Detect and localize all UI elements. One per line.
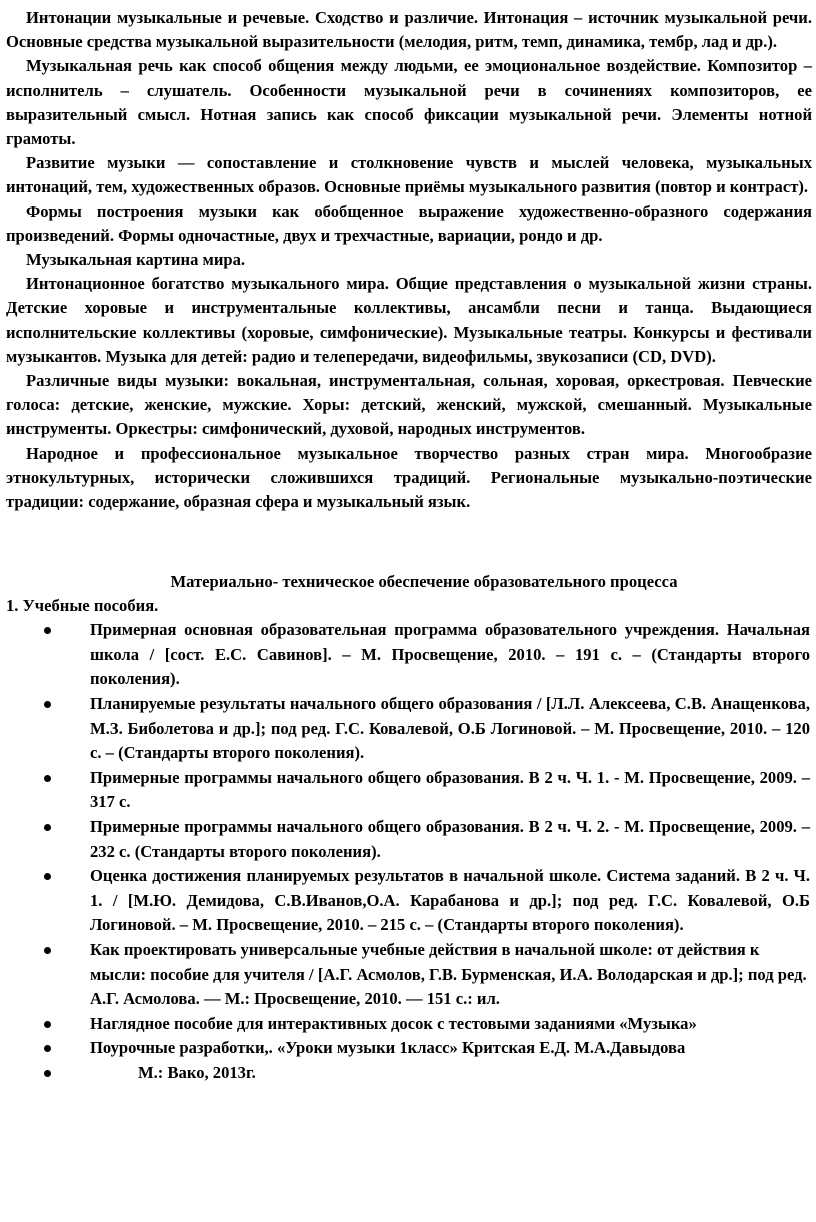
reference-item: Поурочные разработки,. «Уроки музыки 1класс» Критская Е.Д. М.А.Давыдова xyxy=(90,1036,812,1061)
reference-item: Примерные программы начального общего образования. В 2 ч. Ч. 1. - М. Просвещение, 2009. – 317 с. xyxy=(90,766,812,815)
bullet-icon xyxy=(44,1021,51,1028)
bullet-icon xyxy=(44,1070,51,1077)
paragraph-intonation: Интонации музыкальные и речевые. Сходство и различие. Интонация – источник музыкальной речи. Основные средства музыкальной выразительности (мелодия, ритм, темп, динамика, тембр, лад и др.). xyxy=(6,8,812,52)
references-list xyxy=(6,618,812,1085)
reference-item: Примерная основная образовательная программа образовательного учреждения. Начальная школа / [сост. Е.С. Савинов]. – М. Просвещение, 2010. – 191 с. – (Стандарты второго поколения). xyxy=(90,618,812,692)
paragraph-folk-professional: Народное и профессиональное музыкальное творчество разных стран мира. Многообразие этнокультурных, исторически сложившихся традиций. Региональные музыкально-поэтические традиции: содержание, образная сфера и музыкальный язык. xyxy=(6,443,812,512)
paragraph-music-forms: Формы построения музыки как обобщенное выражение художественно-образного содержания произведений. Формы одночастные, двух и трехчастные, вариации, рондо и др. xyxy=(6,201,812,245)
paragraph-musical-speech: Музыкальная речь как способ общения между людьми, ее эмоциональное воздействие. Композитор – исполнитель – слушатель. Особенности музыкальной речи в сочинениях композиторов, ее выразительный смысл. Нотная запись как способ фиксации музыкальной речи. Элементы нотной грамоты. xyxy=(6,56,812,149)
bullet-icon xyxy=(44,701,51,708)
bullet-icon xyxy=(44,947,51,954)
paragraph-world-picture: Музыкальная картина мира. xyxy=(26,250,246,270)
reference-item: Наглядное пособие для интерактивных досок с тестовыми заданиями «Музыка» xyxy=(90,1012,812,1037)
bullet-icon xyxy=(44,627,51,634)
bullet-icon xyxy=(44,873,51,880)
reference-item: Планируемые результаты начального общего образования / [Л.Л. Алексеева, С.В. Анащенкова, М.З. Биболетова и др.]; под ред. Г.С. Ковалевой, О.Б Логиновой. – М. Просвещение, 2010. – 120 с. – (Стандарты второго поколения). xyxy=(90,692,812,766)
section-heading: Материально- техническое обеспечение образовательного процесса xyxy=(170,572,678,592)
section-gap xyxy=(6,514,812,570)
paragraph-intonation-richness: Интонационное богатство музыкального мира. Общие представления о музыкальной жизни страны. Детские хоровые и инструментальные коллективы, ансамбли песни и танца. Выдающиеся исполнительские коллективы (хоровые, симфонические). Музыкальные театры. Конкурсы и фестивали музыкантов. Музыка для детей: радио и телепередачи, видеофильмы, звукозаписи (CD, DVD). xyxy=(6,274,812,366)
paragraph-music-kinds: Различные виды музыки: вокальная, инструментальная, сольная, хоровая, оркестровая. Певческие голоса: детские, женские, мужские. Хоры: детский, женский, мужской, смешанный. Музыкальные инструменты. Оркестры: симфонический, духовой, народных инструментов. xyxy=(6,371,812,439)
bullet-icon xyxy=(44,775,51,782)
reference-item: Оценка достижения планируемых результатов в начальной школе. Система заданий. В 2 ч. Ч. 1. / [М.Ю. Демидова, С.В.Иванов,О.А. Карабанова и др.]; под ред. Г.С. Ковалевой, О.Б Логиновой. – М. Просвещение, 2010. – 215 с. – (Стандарты второго поколения). xyxy=(90,864,812,938)
paragraph-music-development: Развитие музыки — сопоставление и столкновение чувств и мыслей человека, музыкальных интонаций, тем, художественных образов. Основные приёмы музыкального развития (повтор и контраст). xyxy=(6,153,812,197)
reference-item: Примерные программы начального общего образования. В 2 ч. Ч. 2. - М. Просвещение, 2009. – 232 с. (Стандарты второго поколения). xyxy=(90,815,812,864)
section-subheading: 1. Учебные пособия. xyxy=(6,596,159,616)
bullet-icon xyxy=(44,1045,51,1052)
reference-item: Как проектировать универсальные учебные действия в начальной школе: от действия к мысли: пособие для учителя / [А.Г. Асмолов, Г.В. Бурменская, И.А. Володарская и др.]; под ред. А.Г. Асмолова. — М.: Просвещение, 2010. — 151 с.: ил. xyxy=(90,938,812,1012)
reference-item: М.: Вако, 2013г. xyxy=(90,1061,812,1086)
bullet-icon xyxy=(44,824,51,831)
